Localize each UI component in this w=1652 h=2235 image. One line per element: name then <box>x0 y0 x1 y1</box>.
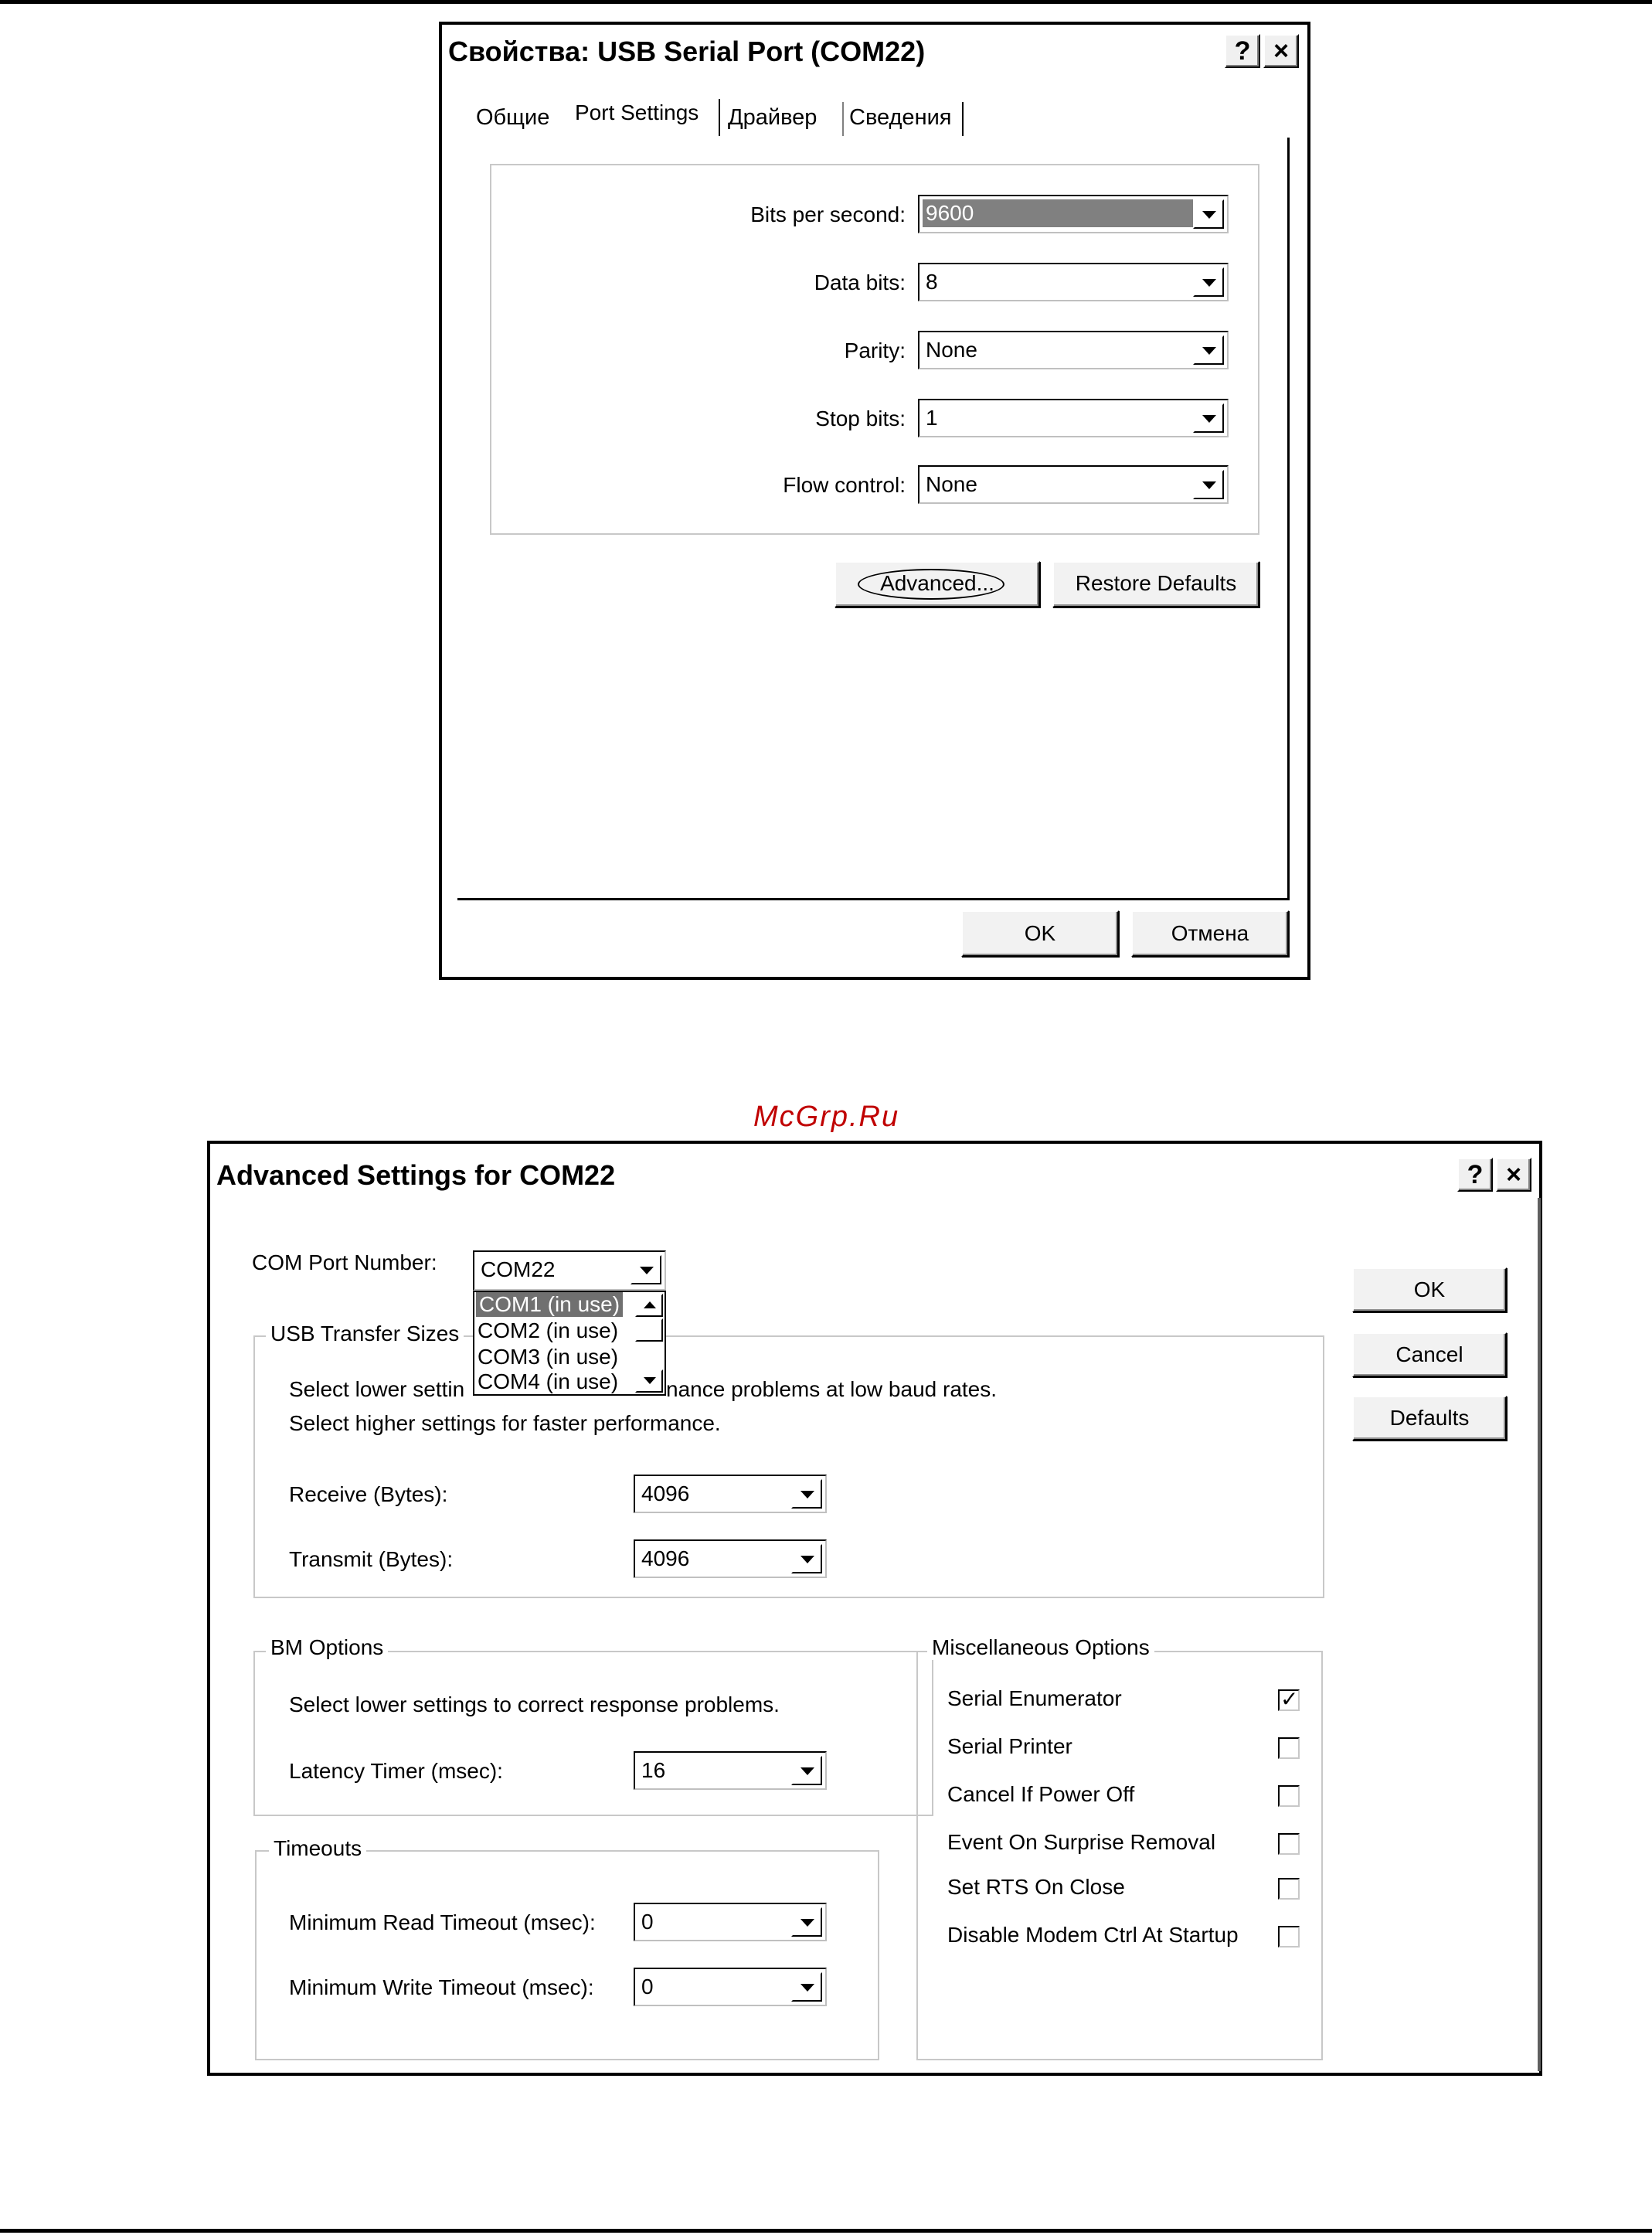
com-port-dropdown[interactable] <box>473 1291 666 1396</box>
set-rts-on-close-checkbox[interactable] <box>1278 1878 1300 1900</box>
parity-value: None <box>926 338 977 362</box>
transmit-label: Transmit (Bytes): <box>289 1547 454 1571</box>
min-write-timeout-value: 0 <box>641 1975 654 1999</box>
bits-per-second-value: 9600 <box>923 199 1193 227</box>
dialog-title: Свойства: USB Serial Port (COM22) <box>448 36 926 67</box>
transmit-value: 4096 <box>641 1546 690 1570</box>
latency-label: Latency Timer (msec): <box>289 1759 503 1783</box>
tab-separator <box>842 102 844 136</box>
tab-driver[interactable]: Драйвер <box>728 105 818 130</box>
timeouts-group <box>255 1850 879 2060</box>
usb-transfer-legend: USB Transfer Sizes <box>266 1322 464 1346</box>
timeouts-legend: Timeouts <box>269 1836 366 1861</box>
transmit-select[interactable] <box>634 1539 827 1578</box>
scrollbar-thumb[interactable] <box>635 1318 663 1342</box>
parity-label: Parity: <box>844 338 906 362</box>
ok-button-label: OK <box>1024 921 1056 945</box>
advanced-button[interactable] <box>834 561 1040 607</box>
help-button[interactable]: ? <box>1225 34 1260 68</box>
com-port-option[interactable]: COM4 (in use) <box>478 1369 619 1393</box>
usb-transfer-desc-line2: Select higher settings for faster performance. <box>289 1411 721 1435</box>
scroll-up-arrow-icon[interactable] <box>635 1294 663 1317</box>
misc-options-legend: Miscellaneous Options <box>927 1635 1154 1660</box>
com-port-label: COM Port Number: <box>252 1250 437 1274</box>
bm-options-desc: Select lower settings to correct response problems. <box>289 1692 780 1716</box>
stop-bits-select[interactable] <box>918 399 1229 437</box>
com-port-value: COM22 <box>481 1257 556 1281</box>
misc-options-group <box>916 1651 1323 2060</box>
chevron-down-icon[interactable] <box>631 1255 661 1284</box>
chevron-down-icon[interactable] <box>791 1479 822 1509</box>
scroll-down-arrow-icon[interactable] <box>635 1369 663 1393</box>
tab-separator <box>962 102 964 136</box>
bottom-rule <box>0 2229 1652 2233</box>
dialog-right-shadow <box>1538 1198 1541 2071</box>
help-button[interactable]: ? <box>1457 1158 1493 1192</box>
chevron-down-icon[interactable] <box>791 1756 822 1785</box>
chevron-down-icon[interactable] <box>1193 199 1224 229</box>
bits-per-second-label: Bits per second: <box>750 202 906 226</box>
com-port-option[interactable]: COM1 (in use) <box>476 1292 623 1317</box>
cancel-button-label: Отмена <box>1171 921 1249 945</box>
ok-button-label: OK <box>1413 1277 1446 1301</box>
stop-bits-label: Stop bits: <box>815 407 906 430</box>
receive-value: 4096 <box>641 1481 690 1505</box>
min-read-timeout-value: 0 <box>641 1910 654 1934</box>
dialog-title: Advanced Settings for COM22 <box>216 1159 616 1191</box>
usb-transfer-desc-start: Select lower settin <box>289 1377 465 1401</box>
bm-options-group <box>253 1651 933 1816</box>
restore-defaults-button[interactable] <box>1052 561 1259 607</box>
receive-select[interactable] <box>634 1475 827 1513</box>
data-bits-select[interactable] <box>918 263 1229 301</box>
chevron-down-icon[interactable] <box>1193 403 1224 433</box>
close-button[interactable]: × <box>1263 34 1299 68</box>
set-rts-on-close-label: Set RTS On Close <box>947 1875 1125 1899</box>
data-bits-value: 8 <box>926 270 938 294</box>
min-read-timeout-select[interactable] <box>634 1903 827 1941</box>
serial-enumerator-checkbox[interactable] <box>1278 1689 1300 1711</box>
serial-printer-label: Serial Printer <box>947 1734 1072 1758</box>
chevron-down-icon[interactable] <box>791 1907 822 1937</box>
cancel-button[interactable] <box>1352 1332 1507 1377</box>
stop-bits-value: 1 <box>926 406 938 430</box>
ok-button[interactable] <box>961 910 1119 957</box>
defaults-button-label: Defaults <box>1389 1406 1470 1430</box>
com-port-option[interactable]: COM2 (in use) <box>478 1318 619 1342</box>
flow-control-value: None <box>926 472 977 496</box>
event-on-surprise-removal-label: Event On Surprise Removal <box>947 1830 1216 1854</box>
receive-label: Receive (Bytes): <box>289 1482 448 1506</box>
cancel-button[interactable] <box>1131 910 1289 957</box>
port-properties-dialog <box>439 22 1310 980</box>
latency-select[interactable] <box>634 1751 827 1790</box>
advanced-settings-dialog <box>207 1141 1542 2076</box>
advanced-button-label: Advanced... <box>880 571 994 595</box>
parity-select[interactable] <box>918 331 1229 369</box>
flow-control-select[interactable] <box>918 465 1229 504</box>
disable-modem-ctrl-label: Disable Modem Ctrl At Startup <box>947 1923 1239 1947</box>
disable-modem-ctrl-checkbox[interactable] <box>1278 1926 1300 1948</box>
min-write-timeout-label: Minimum Write Timeout (msec): <box>289 1975 594 1999</box>
min-read-timeout-label: Minimum Read Timeout (msec): <box>289 1910 596 1934</box>
defaults-button[interactable] <box>1352 1396 1507 1441</box>
ok-button[interactable] <box>1352 1267 1507 1312</box>
close-button[interactable]: × <box>1496 1158 1531 1192</box>
chevron-down-icon[interactable] <box>1193 335 1224 365</box>
watermark: McGrp.Ru <box>753 1100 900 1133</box>
data-bits-label: Data bits: <box>814 270 906 294</box>
tab-panel-right-edge <box>1287 138 1290 900</box>
tab-panel-bottom-edge <box>457 898 1290 900</box>
chevron-down-icon[interactable] <box>791 1544 822 1573</box>
check-icon: ✓ <box>1280 1687 1299 1711</box>
chevron-down-icon[interactable] <box>1193 267 1224 297</box>
chevron-down-icon[interactable] <box>791 1972 822 2002</box>
restore-defaults-label: Restore Defaults <box>1075 571 1237 595</box>
latency-value: 16 <box>641 1758 666 1782</box>
chevron-down-icon[interactable] <box>1193 470 1224 499</box>
top-rule <box>0 0 1652 4</box>
usb-transfer-desc-end: nance problems at low baud rates. <box>666 1377 998 1401</box>
bits-per-second-select[interactable] <box>918 195 1229 233</box>
cancel-if-power-off-checkbox[interactable] <box>1278 1785 1300 1807</box>
serial-enumerator-label: Serial Enumerator <box>947 1686 1122 1710</box>
flow-control-label: Flow control: <box>783 473 906 497</box>
event-on-surprise-removal-checkbox[interactable] <box>1278 1833 1300 1855</box>
tab-details[interactable]: Сведения <box>849 105 952 130</box>
tab-general[interactable]: Общие <box>476 105 550 130</box>
bm-options-legend: BM Options <box>266 1635 388 1660</box>
tab-port-settings[interactable]: Port Settings <box>575 100 699 124</box>
cancel-if-power-off-label: Cancel If Power Off <box>947 1782 1135 1806</box>
cancel-button-label: Cancel <box>1395 1342 1463 1366</box>
tab-separator <box>719 99 720 136</box>
com-port-select[interactable] <box>473 1250 666 1291</box>
min-write-timeout-select[interactable] <box>634 1968 827 2006</box>
com-port-option[interactable]: COM3 (in use) <box>478 1345 619 1369</box>
serial-printer-checkbox[interactable] <box>1278 1737 1300 1759</box>
